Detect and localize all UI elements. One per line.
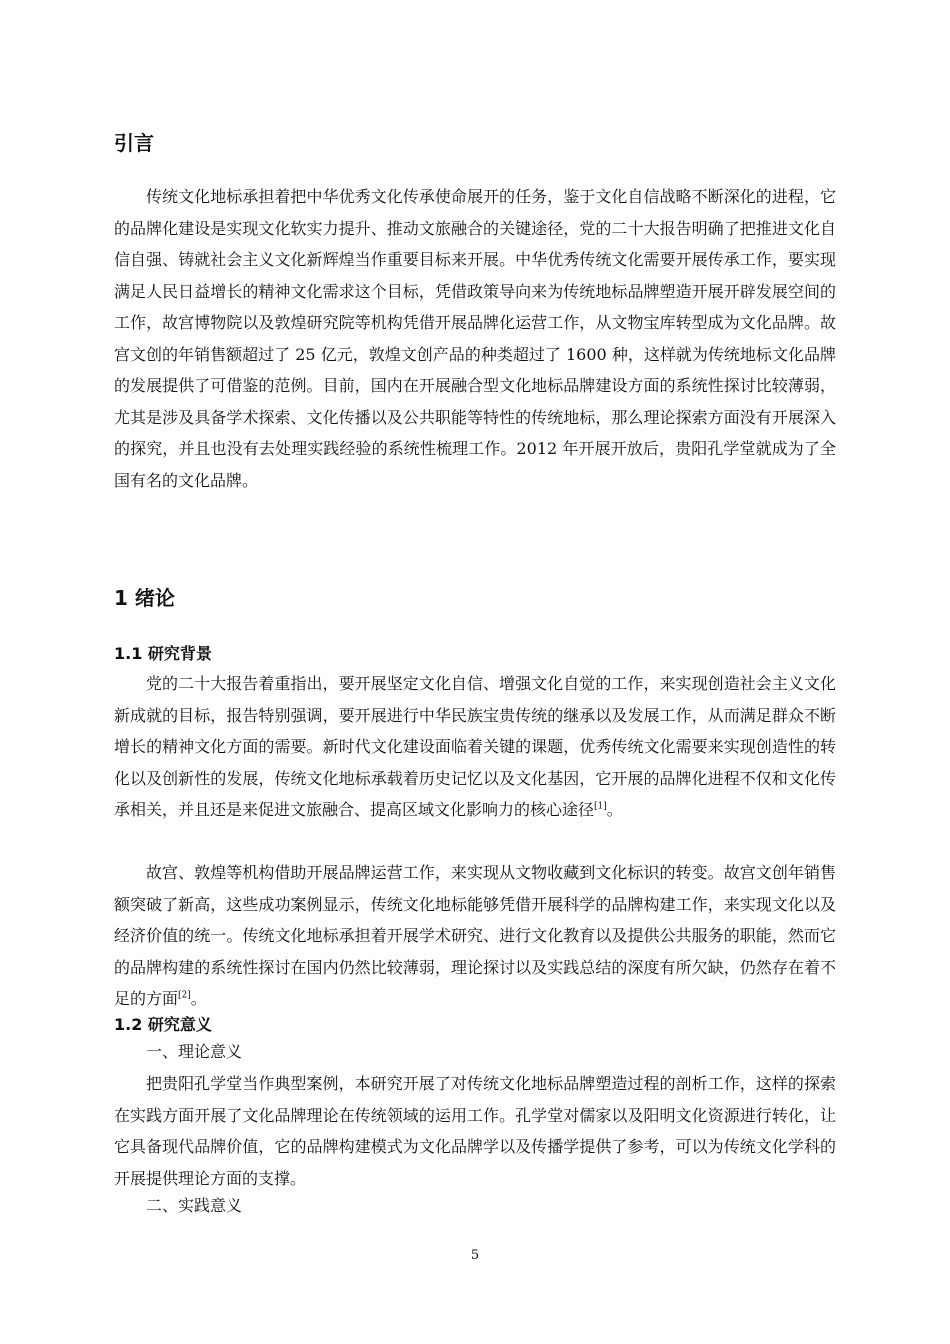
paragraph-end: 。 xyxy=(606,800,623,819)
subsection-practice: 二、实践意义 xyxy=(146,1196,243,1215)
intro-heading: 引言 xyxy=(114,131,154,155)
paragraph-text: 党的二十大报告着重指出，要开展坚定文化自信、增强文化自觉的工作，来实现创造社会主义文化新成就的目标，报告特别强调，要开展进行中华民族宝贵传统的继承以及发展工作，从而满足群众不断增长的精神文化方面的需要。新时代文化建设面临着关键的课题，优秀传统文化需要来实现创造性的转化以及创新性的发展，传统文化地标承载着历史记忆以及文化基因，它开展的品牌化进程不仅和文化传承相关，并且还是来促进文旅融合、提高区域文化影响力的核心途径 xyxy=(114,674,836,819)
citation-ref-2: [2] xyxy=(178,990,191,1001)
document-page xyxy=(114,0,836,1344)
subsection-theory: 一、理论意义 xyxy=(146,1042,243,1061)
citation-ref-1: [1] xyxy=(594,801,607,812)
chapter-1-heading: 1 绪论 xyxy=(114,586,175,610)
page-number: 5 xyxy=(470,1248,480,1263)
section-1-1-paragraph-2 xyxy=(114,857,836,1015)
section-1-1-heading: 1.1 研究背景 xyxy=(114,644,212,663)
section-1-2-paragraph-1: 把贵阳孔学堂当作典型案例，本研究开展了对传统文化地标品牌塑造过程的剖析工作，这样的探索在实践方面开展了文化品牌理论在传统领域的运用工作。孔学堂对儒家以及阳明文化资源进行转化，让它具备现代品牌价值，它的品牌构建模式为文化品牌学以及传播学提供了参考，可以为传统文化学科的开展提供理论方面的支撑。 xyxy=(114,1074,836,1188)
section-1-2-heading: 1.2 研究意义 xyxy=(114,1015,212,1034)
paragraph-end: 。 xyxy=(190,989,207,1008)
intro-paragraph: 传统文化地标承担着把中华优秀文化传承使命展开的任务，鉴于文化自信战略不断深化的进程，它的品牌化建设是实现文化软实力提升、推动文旅融合的关键途径，党的二十大报告明确了把推进文化自信自强、铸就社会主义文化新辉煌当作重要目标来开展。中华优秀传统文化需要开展传承工作，要实现满足人民日益增长的精神文化需求这个目标，凭借政策导向来为传统地标品牌塑造开展开辟发展空间的工作，故宫博物院以及敦煌研究院等机构凭借开展品牌化运营工作，从文物宝库转型成为文化品牌。故宫文创的年销售额超过了 25 亿元，敦煌文创产品的种类超过了 1600 种，这样就为传统地标文化品牌的发展提供了可借鉴的范例。目前，国内在开展融合型文化地标品牌建设方面的系统性探讨比较薄弱，尤其是涉及具备学术探索、文化传播以及公共职能等特性的传统地标，那么理论探索方面没有开展深入的探究，并且也没有去处理实践经验的系统性梳理工作。2012 年开展开放后，贵阳孔学堂就成为了全国有名的文化品牌。 xyxy=(114,187,836,490)
paragraph-text: 故宫、敦煌等机构借助开展品牌运营工作，来实现从文物收藏到文化标识的转变。故宫文创年销售额突破了新高，这些成功案例显示，传统文化地标能够凭借开展科学的品牌构建工作，来实现文化以及经济价值的统一。传统文化地标承担着开展学术研究、进行文化教育以及提供公共服务的职能，然而它的品牌构建的系统性探讨在国内仍然比较薄弱，理论探讨以及实践总结的深度有所欠缺，仍然存在着不足的方面 xyxy=(114,863,836,1008)
section-1-1-paragraph-1 xyxy=(114,668,836,826)
